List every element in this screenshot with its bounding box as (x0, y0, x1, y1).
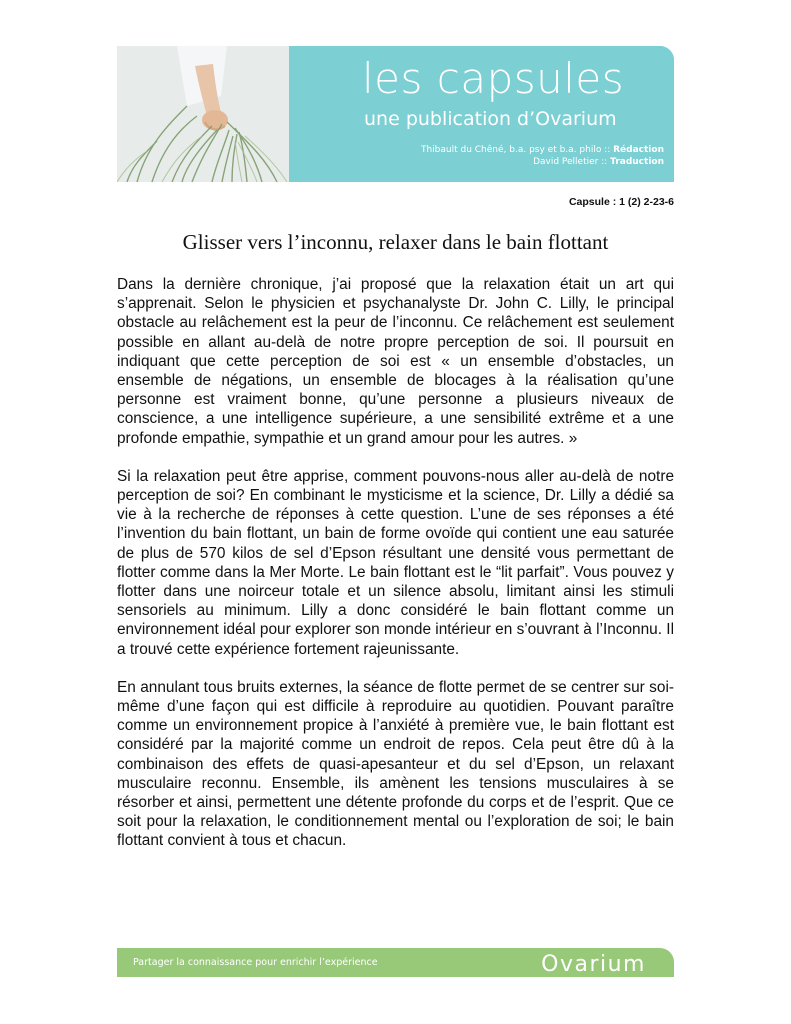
credit-name: Thibault du Chêné, b.a. psy et b.a. philo :: (420, 145, 611, 155)
credit-name: David Pelletier :: (533, 157, 608, 167)
article-title: Glisser vers l’inconnu, relaxer dans le bain flottant (182, 230, 609, 254)
publication-title: les capsules (362, 54, 625, 103)
credits (421, 144, 664, 168)
header-text-panel (289, 46, 674, 182)
capsule-reference: Capsule : 1 (2) 2-23-6 (568, 196, 674, 208)
footer-slogan: Partager la connaissance pour enrichir l’expérience (133, 957, 378, 968)
credit-role: Traduction (610, 157, 664, 167)
header-banner (117, 46, 674, 182)
paragraph: Dans la dernière chronique, j’ai proposé que la relaxation était un art qui s’apprenait. Selon le physicien et psychanalyste Dr. John C. Lilly, le principal obstacle au relâchement est la peur de l’inconnu. Ce relâchement est seulement possible en allant au-delà de notre propre perception de soi. Il poursuit en indiquant que cette perception de soi est « un ensemble d’obstacles, un ensemble de négations, un ensemble de blocages à la réalisation qu’une personne est vraiment bonne, qu’une personne a plusieurs niveaux de conscience, a une intelligence supérieure, a une sensibilité extrême et a une profonde empathie, sympathie et un grand amour pour les autres. » (117, 276, 674, 447)
header-photo (117, 46, 289, 182)
footer-banner (117, 948, 674, 977)
paragraph: Si la relaxation peut être apprise, comment pouvons-nous aller au-delà de notre perception de soi? En combinant le mysticisme et la science, Dr. Lilly a dédié sa vie à la recherche de réponses à cette question. L’une de ses réponses a été l’invention du bain flottant, un bain de forme ovoïde qui contient une eau saturée de plus de 570 kilos de sel d’Epson résultant une densité vous permettant de flotter comme dans la Mer Morte. Le bain flottant est le “lit parfait”. Vous pouvez y flotter dans une noirceur totale et un silence absolu, limitant ainsi les stimuli sensoriels au minimum. Lilly a donc considéré le bain flottant comme un environnement idéal pour explorer son monde intérieur en s’ouvrant à l’Inconnu. Il a trouvé cette expérience fortement rajeunissante. (117, 467, 674, 658)
publication-subtitle: une publication d’Ovarium (364, 108, 617, 130)
credit-role: Rédaction (613, 145, 664, 155)
article-body (117, 275, 674, 870)
ovarium-logo: Ovarium (541, 952, 646, 977)
credit-line (421, 156, 664, 168)
credit-line (421, 144, 664, 156)
hand-in-grass-image (117, 46, 289, 182)
paragraph: En annulant tous bruits externes, la séance de flotte permet de se centrer sur soi-même d’une façon qui est difficile à reproduire au quotidien. Pouvant paraître comme un environnement propice à l’anxiété à première vue, le bain flottant est considéré par la majorité comme un endroit de repos. Cela peut être dû à la combinaison des effets de quasi-apesanteur et du sel d’Epson, un relaxant musculaire reconnu. Ensemble, ils amènent les tensions musculaires à se résorber et ainsi, permettent une détente profonde du corps et de l’esprit. Que ce soit pour la relaxation, le conditionnement mental ou l’exploration de soi; le bain flottant convient à tous et chacun. (117, 678, 674, 850)
